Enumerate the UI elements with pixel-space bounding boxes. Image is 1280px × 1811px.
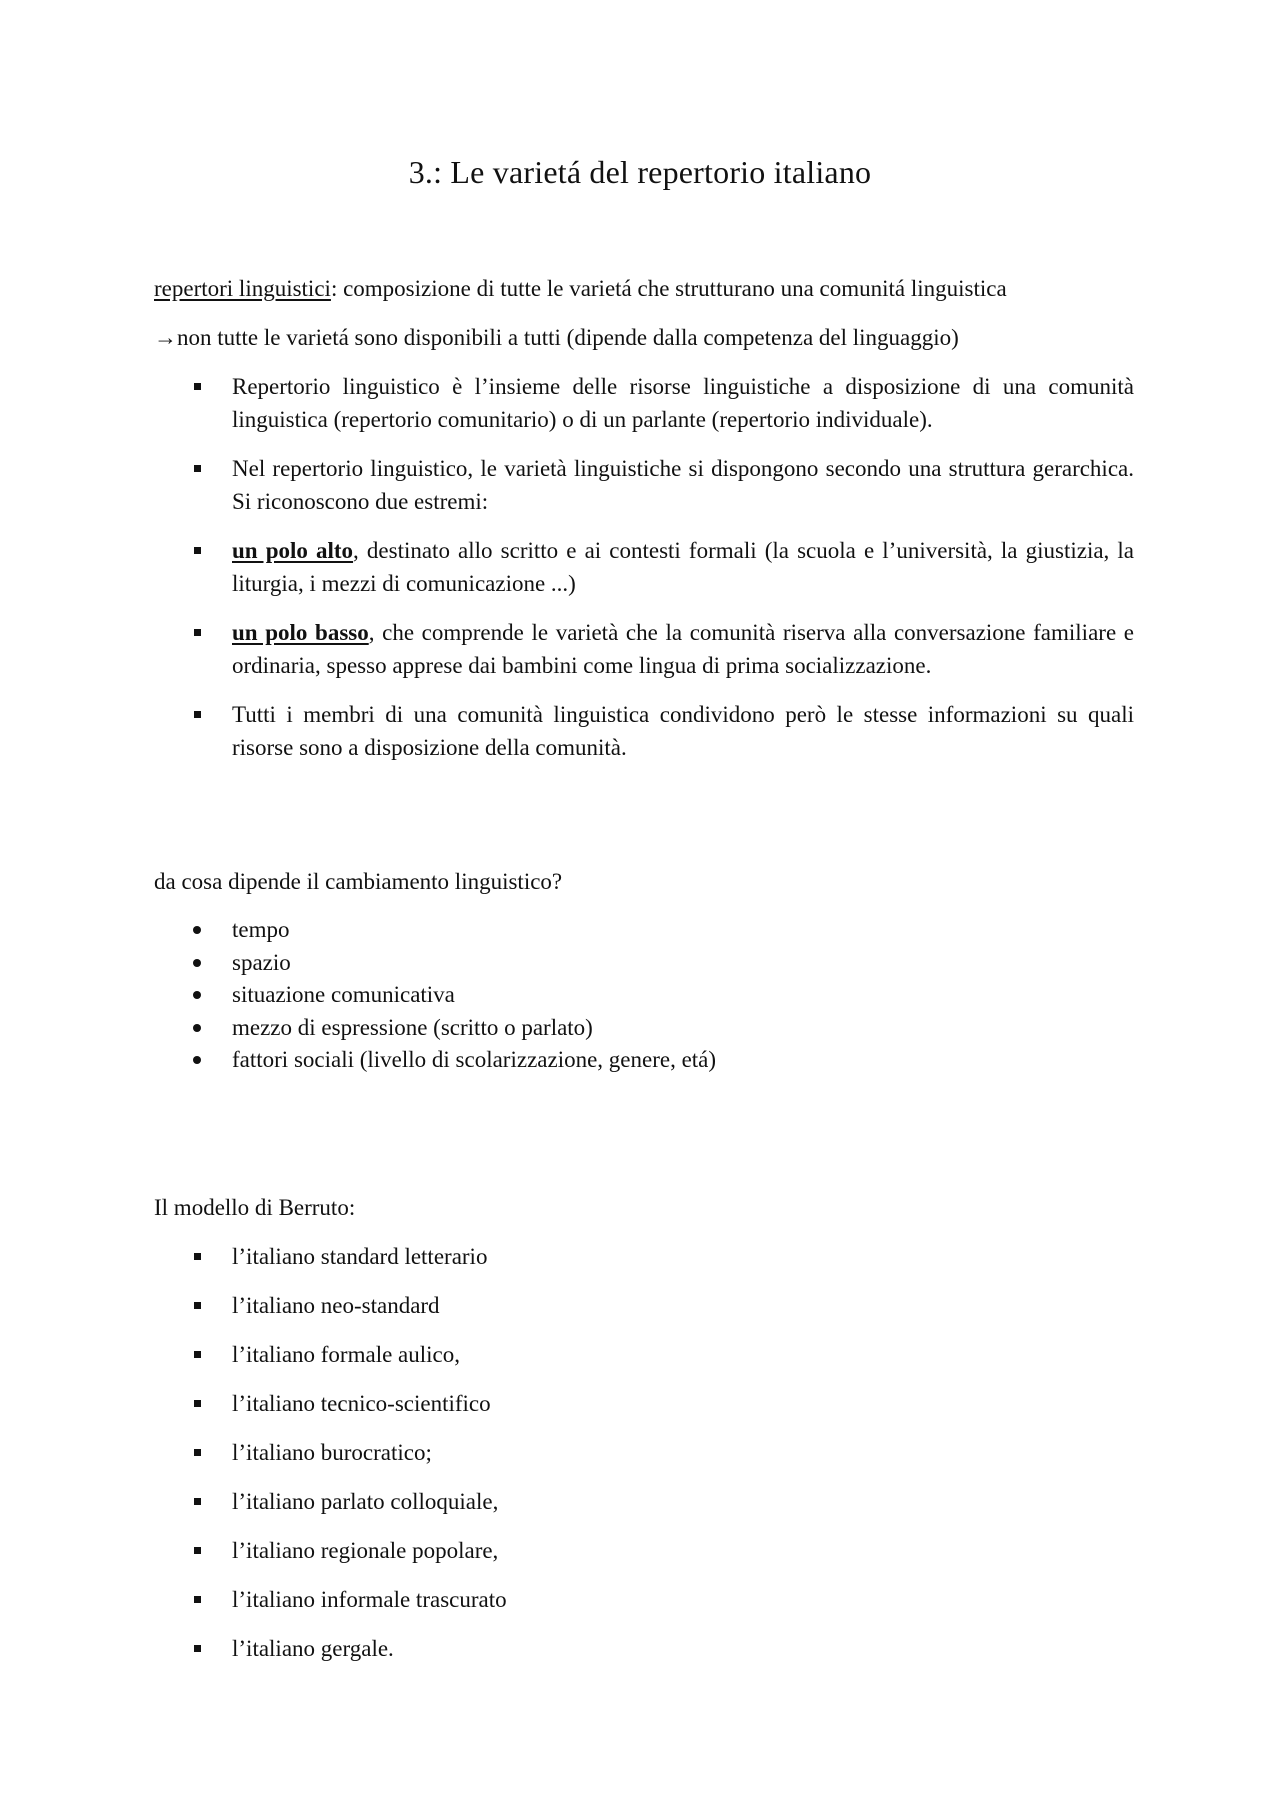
square-bullet-icon [194, 547, 201, 554]
square-bullet-icon [194, 1547, 201, 1554]
square-bullet-icon [194, 383, 201, 390]
definition-term: repertori linguistici [154, 276, 331, 301]
list-item [154, 1387, 1134, 1420]
repertorio-list [154, 370, 1134, 764]
round-bullet-icon [193, 926, 201, 934]
list-item [154, 534, 1134, 600]
list-item-text: l’italiano neo-standard [232, 1293, 440, 1318]
list-item-text: situazione comunicativa [232, 982, 455, 1007]
list-item [154, 1338, 1134, 1371]
square-bullet-icon [194, 1449, 201, 1456]
berruto-heading: Il modello di Berruto: [154, 1195, 356, 1220]
square-bullet-icon [194, 629, 201, 636]
list-item-text: l’italiano standard letterario [232, 1244, 488, 1269]
list-item [154, 1436, 1134, 1469]
list-item-text: tempo [232, 917, 290, 942]
definition-text: : composizione di tutte le varietá che strutturano una comunitá linguistica [330, 276, 1007, 301]
list-item-text: l’italiano informale trascurato [232, 1587, 507, 1612]
list-item [154, 1240, 1134, 1273]
round-bullet-icon [193, 1024, 201, 1032]
list-item-text: l’italiano parlato colloquiale, [232, 1489, 499, 1514]
list-item [154, 1044, 1134, 1077]
page-title: 3.: Le varietá del repertorio italiano [408, 154, 872, 190]
list-item-text: l’italiano formale aulico, [232, 1342, 460, 1367]
list-item-text: l’italiano burocratico; [232, 1440, 432, 1465]
round-bullet-icon [193, 991, 201, 999]
list-item [154, 616, 1134, 682]
square-bullet-icon [194, 1351, 201, 1358]
list-item-text: mezzo di espressione (scritto o parlato) [232, 1014, 593, 1040]
list-item [154, 914, 1134, 947]
question-paragraph: da cosa dipende il cambiamento linguistico? [154, 869, 563, 894]
list-item-text: l’italiano tecnico-scientifico [232, 1391, 491, 1416]
list-item [154, 1012, 1134, 1045]
round-bullet-icon [193, 959, 201, 967]
round-bullet-icon [193, 1056, 201, 1064]
list-item [154, 698, 1134, 764]
list-item [154, 947, 1134, 980]
list-item-text: fattori sociali (livello di scolarizzazione, genere, etá) [232, 1047, 717, 1072]
berruto-list [154, 1240, 1134, 1665]
list-item-lead: un polo alto [232, 538, 354, 563]
square-bullet-icon [194, 711, 201, 718]
factors-list [154, 914, 1134, 1077]
square-bullet-icon [194, 1400, 201, 1407]
square-bullet-icon [194, 1596, 201, 1603]
list-item [154, 1289, 1134, 1322]
list-item [154, 1583, 1134, 1616]
list-item-text: spazio [232, 949, 291, 975]
square-bullet-icon [194, 1498, 201, 1505]
list-item [154, 1534, 1134, 1567]
list-item [154, 1485, 1134, 1518]
list-item-text: l’italiano gergale. [232, 1636, 394, 1661]
list-item-lead: un polo basso [232, 620, 369, 645]
note-paragraph: →non tutte le varietá sono disponibili a tutti (dipende dalla competenza del linguaggio) [154, 325, 959, 350]
square-bullet-icon [194, 465, 201, 472]
list-item-text: Tutti i membri di una comunità linguistica condividono però le stesse informazioni su quali risorse sono a disposizione della comunità. [232, 702, 1134, 760]
list-item-text: , che comprende le varietà che la comunità riserva alla conversazione familiare e ordinaria, spesso apprese dai bambini come lingua di prima socializzazione. [232, 620, 1134, 678]
list-item-text: l’italiano regionale popolare, [232, 1538, 499, 1563]
list-item [154, 979, 1134, 1012]
list-item [154, 1632, 1134, 1665]
list-item [154, 452, 1134, 518]
square-bullet-icon [194, 1302, 201, 1309]
list-item-text: Nel repertorio linguistico, le varietà linguistiche si dispongono secondo una struttura gerarchica. Si riconoscono due estremi: [232, 456, 1134, 514]
square-bullet-icon [194, 1253, 201, 1260]
definition-paragraph [154, 272, 1134, 305]
list-item-text: Repertorio linguistico è l’insieme delle risorse linguistiche a disposizione di una comunità linguistica (repertorio comunitario) o di un parlante (repertorio individuale). [232, 374, 1134, 432]
list-item [154, 370, 1134, 436]
list-item-text: , destinato allo scritto e ai contesti formali (la scuola e l’università, la giustizia, la liturgia, i mezzi di comunicazione ...) [232, 538, 1134, 596]
square-bullet-icon [194, 1645, 201, 1652]
